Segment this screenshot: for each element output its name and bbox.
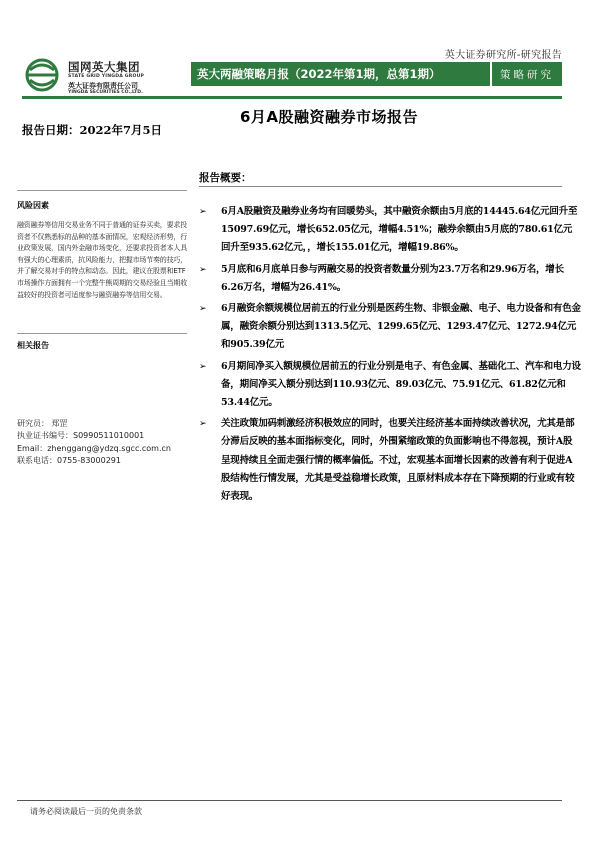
analyst-phone: 联系电话：0755-83000291: [17, 456, 121, 466]
report-date-value: 2022年7月5日: [79, 123, 163, 137]
logo-sub-en: YINGDA SECURITIES CO.,LTD.: [68, 90, 143, 95]
list-item: [199, 203, 581, 258]
summary-rule: [199, 186, 562, 187]
sidebar-rule: [17, 190, 187, 191]
analyst-email: Email：zhenggang@ydzq.sgcc.com.cn: [17, 443, 171, 453]
org-line: 英大证券研究所-研究报告: [444, 50, 562, 61]
analyst-info: [17, 418, 171, 468]
logo-name-en: STATE GRID YINGDA GROUP: [68, 74, 145, 79]
footer-disclaimer: 请务必阅读最后一页的免责条款: [30, 807, 142, 816]
state-grid-logo-icon: [24, 58, 60, 92]
bullet-text: 6月融资余额规模位居前五的行业分别是医药生物、非银金融、电子、电力设备和有色金属，融资余额分别达到1313.5亿元、1299.65亿元、1293.47亿元、1272.94亿元和905.39亿元: [221, 303, 581, 351]
risk-text: 融资融券等信用交易业务不同于普通的证券买卖，要求投资者不仅熟悉标的品种的基本面情况，宏观经济形势，行业政策发展，国内外金融市场变化，还要求投资者本人具有强大的心理素质，抗风险能力，把握市场节奏的技巧，并了解交易对手的特点和动态。因此，建议在股票和ETF市场操作方面拥有一个完整牛熊周期的交易经验且当期收益较好的投资者可适度参与融资融券等信用交易。: [17, 221, 187, 299]
arrow-bullet-icon: ➢: [199, 419, 207, 430]
bullet-text: 5月底和6月底单日参与两融交易的投资者数量分别为23.7万名和29.96万名，增长6.26万名，增幅为26.41%。: [221, 263, 564, 293]
analyst-name: 研究员： 郑罡: [17, 419, 68, 428]
bullet-text: 关注政策加码刺激经济积极效应的同时，也要关注经济基本面持续改善状况，尤其是部分滞后反映的基本面指标变化，同时，外围紧缩政策的负面影响也不得忽视，预计A股呈现持续且全面走强行情的概率偏低。不过，宏观基本面增长因素的改善有利于促进A股结构性行情发展，尤其是受益稳增长政策，且原材料成本存在下降预期的行业或有较好表现。: [221, 418, 575, 503]
list-item: [199, 358, 581, 413]
sidebar-rule: [17, 333, 187, 334]
bullet-text: 6月期间净买入额规模位居前五的行业分别是电子、有色金属、基础化工、汽车和电力设备，期间净买入额分别达到110.93亿元、89.03亿元、75.91亿元、61.82亿元和53.44亿元。: [221, 360, 581, 409]
arrow-bullet-icon: ➢: [199, 207, 207, 217]
banner-title: 英大两融策略月报（2022年第1期，总第1期）: [197, 67, 441, 81]
related-reports-heading: 相关报告: [17, 340, 49, 350]
risk-heading: 风险因素: [17, 200, 49, 210]
logo-sub-cn: 英大证券有限责任公司: [68, 82, 138, 90]
list-item: [199, 415, 581, 506]
report-date-label: 报告日期：: [22, 123, 80, 137]
report-banner: [191, 62, 562, 86]
banner-tag: 策略研究: [500, 68, 554, 81]
summary-heading: 报告概要：: [199, 172, 252, 184]
header-rule: [22, 96, 562, 99]
list-item: [199, 261, 581, 297]
arrow-bullet-icon: ➢: [199, 264, 207, 275]
arrow-bullet-icon: ➢: [199, 304, 207, 315]
summary-bullets: [199, 203, 581, 509]
footer-rule: [17, 800, 562, 801]
report-date: [22, 122, 162, 138]
list-item: [199, 300, 581, 355]
arrow-bullet-icon: ➢: [199, 361, 207, 372]
logo-name-cn: 国网英大集团: [68, 60, 140, 74]
company-logo: [22, 55, 182, 101]
page-title: 6月A股融资融券市场报告: [240, 108, 419, 126]
analyst-license: 执业证书编号：S0990511010001: [17, 431, 145, 441]
bullet-text: 6月A股融资及融券业务均有回暖势头，其中融资余额由5月底的14445.64亿元回升至15097.69亿元，增长652.05亿元，增幅4.51%；融券余额由5月底的780.61亿元回升至935.62亿元，，增长155.01亿元，增幅19.86%。: [221, 206, 578, 254]
